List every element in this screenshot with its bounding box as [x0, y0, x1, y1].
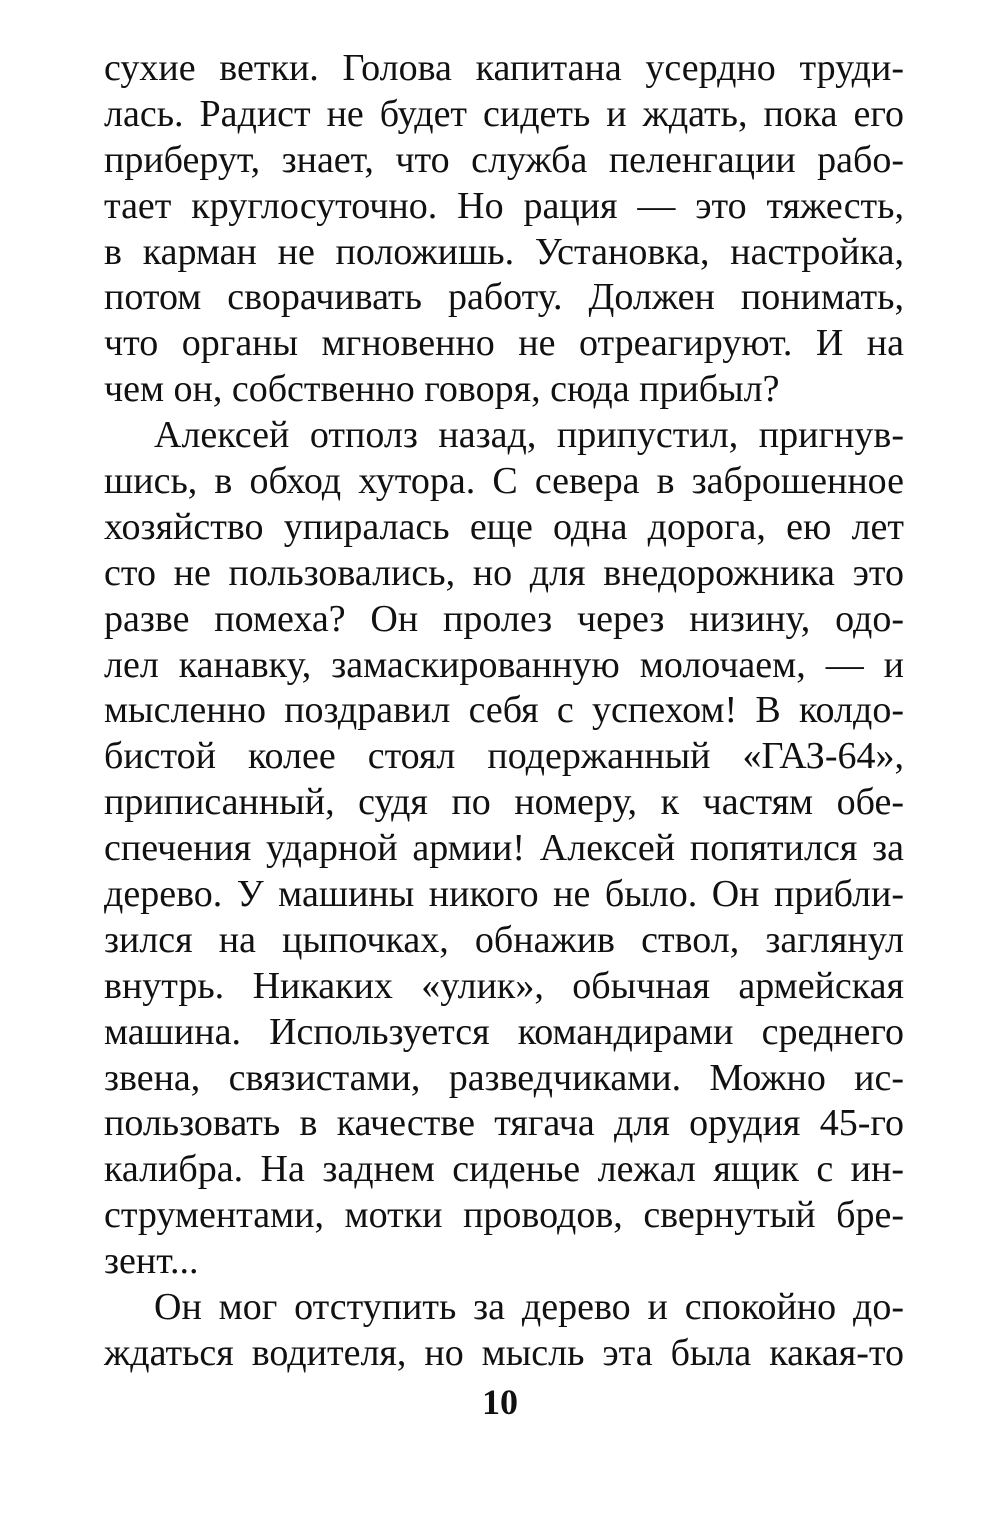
- text-line: машина. Используется командирами среднего: [104, 1010, 904, 1053]
- paragraph: [104, 413, 904, 1285]
- text-line: струментами, мотки проводов, свернутый бре-: [104, 1194, 904, 1237]
- page-body: [104, 46, 904, 1377]
- page-number: 10: [482, 1382, 518, 1422]
- text-line: дерево. У машины никого не было. Он прибли-: [104, 873, 904, 916]
- text-line: хозяйство упиралась еще одна дорога, ею лет: [104, 505, 904, 548]
- text-line: лел канавку, замаскированную молочаем, — и: [104, 643, 904, 686]
- text-line: мысленно поздравил себя с успехом! В колдо-: [104, 689, 904, 732]
- text-line: внутрь. Никаких «улик», обычная армейская: [104, 964, 904, 1007]
- text-line: что органы мгновенно не отреагируют. И на: [104, 322, 904, 365]
- paragraph: [104, 1285, 904, 1377]
- text-line: Алексей отполз назад, припустил, пригнув-: [154, 414, 904, 457]
- text-line: разве помеха? Он пролез через низину, одо-: [104, 597, 904, 640]
- text-line: Он мог отступить за дерево и спокойно до-: [154, 1286, 904, 1329]
- text-line: звена, связистами, разведчиками. Можно ис-: [104, 1056, 904, 1099]
- text-line: потом сворачивать работу. Должен понимать,: [104, 276, 904, 319]
- text-line: пользовать в качестве тягача для орудия 45-го: [104, 1102, 904, 1145]
- text-line: приберут, знает, что служба пеленгации рабо-: [104, 138, 904, 181]
- text-line: сто не пользовались, но для внедорожника это: [104, 551, 904, 594]
- text-line: спечения ударной армии! Алексей попятился за: [104, 827, 904, 870]
- text-line: чем он, собственно говоря, сюда прибыл?: [104, 368, 780, 411]
- text-line: приписанный, судя по номеру, к частям обе-: [104, 781, 904, 824]
- text-line: лась. Радист не будет сидеть и ждать, пока его: [104, 92, 904, 135]
- text-line: зился на цыпочках, обнажив ствол, заглянул: [104, 918, 904, 961]
- text-line: сухие ветки. Голова капитана усердно труди-: [104, 47, 904, 89]
- text-line: шись, в обход хутора. С севера в заброшенное: [104, 460, 904, 503]
- text-line: зент...: [104, 1240, 199, 1283]
- text-line: ждаться водителя, но мысль эта была какая-то: [104, 1331, 904, 1374]
- text-line: калибра. На заднем сиденье лежал ящик с ин-: [104, 1148, 904, 1191]
- text-line: тает круглосуточно. Но рация — это тяжесть,: [104, 184, 904, 227]
- text-line: в карман не положишь. Установка, настройка,: [104, 230, 904, 273]
- text-line: бистой колее стоял подержанный «ГАЗ-64»,: [104, 735, 904, 778]
- paragraph: [104, 46, 904, 413]
